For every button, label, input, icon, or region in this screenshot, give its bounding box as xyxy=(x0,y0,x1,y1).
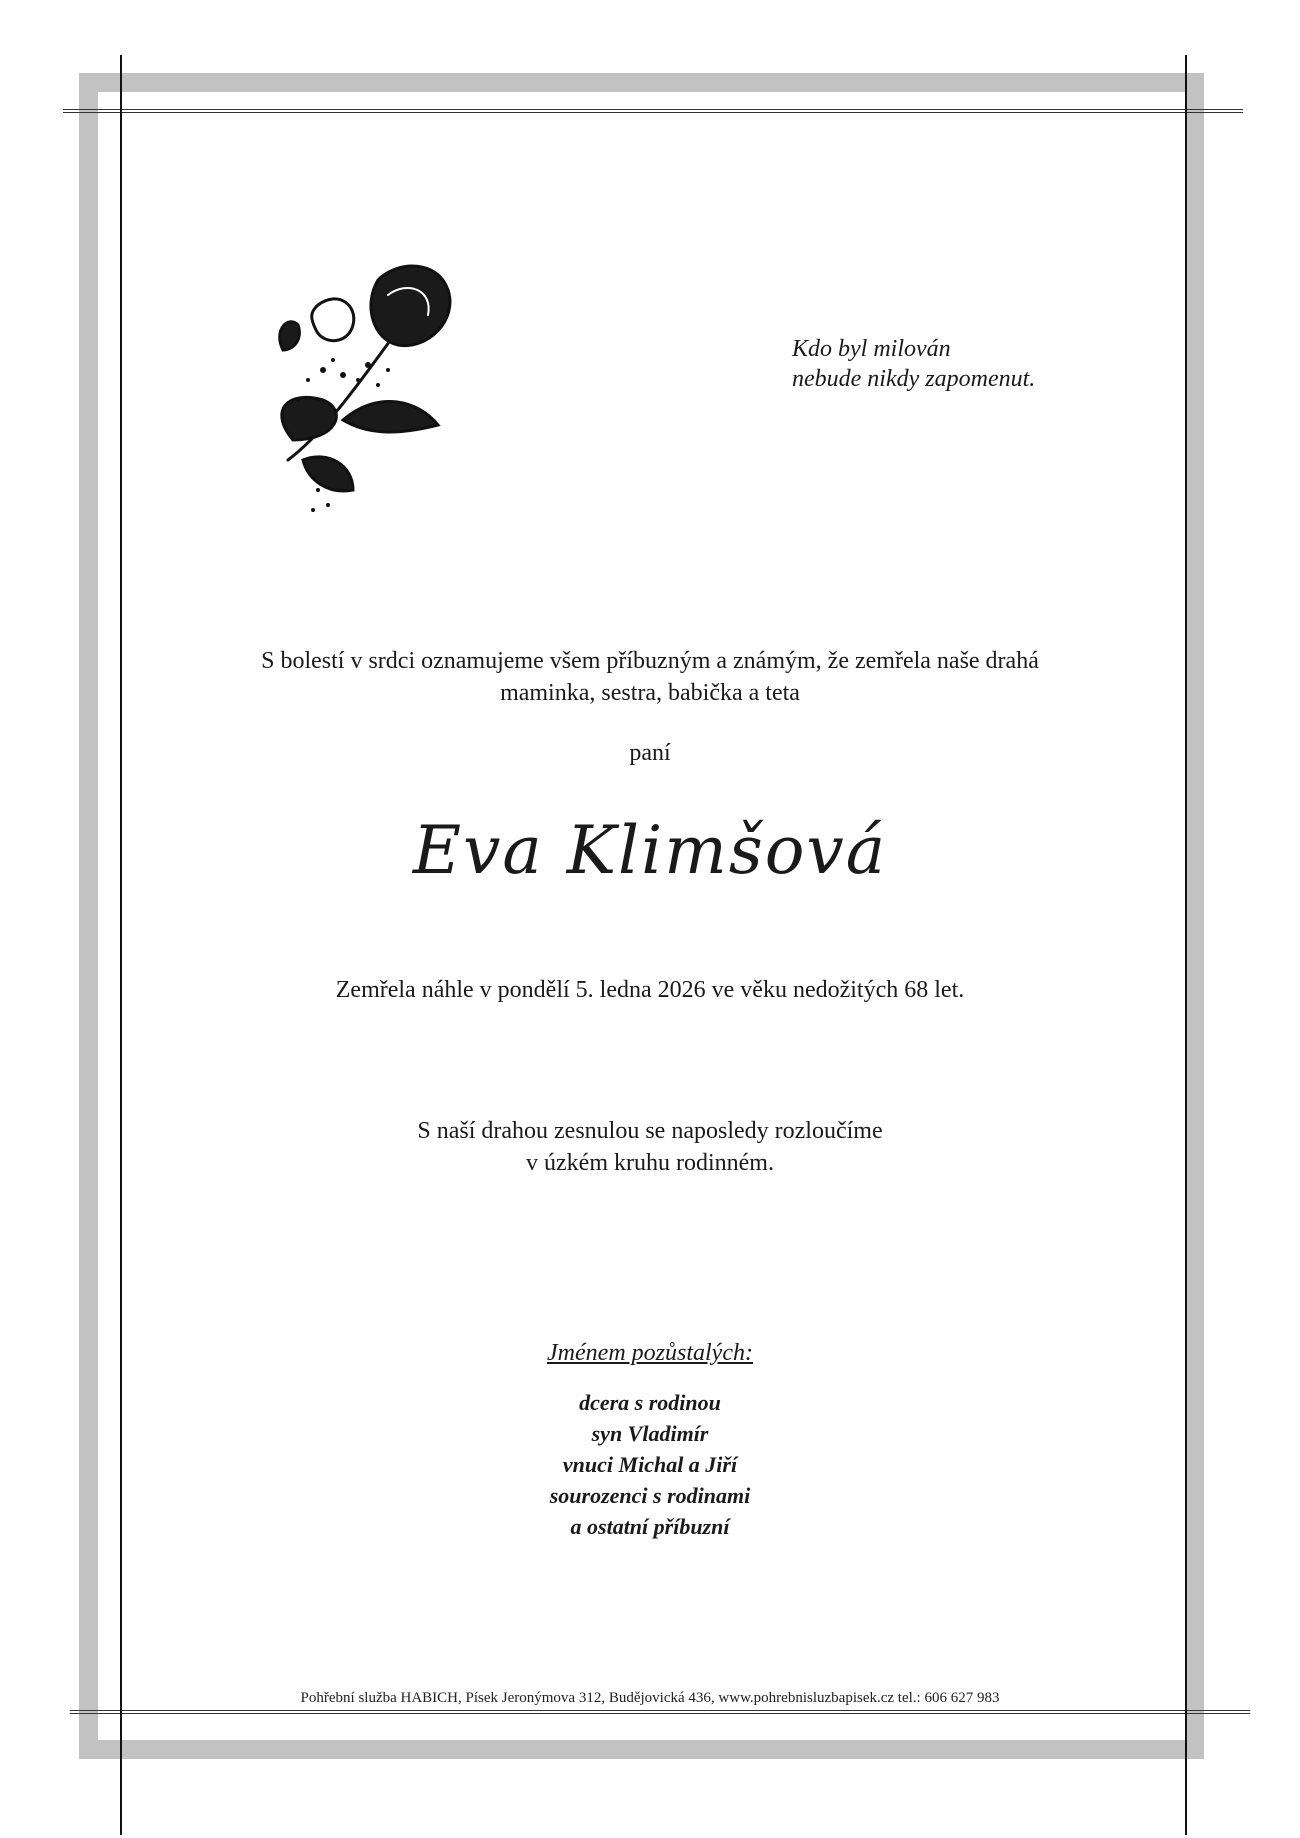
survivor-item: a ostatní příbuzní xyxy=(570,1514,730,1539)
motto-line-2: nebude nikdy zapomenut. xyxy=(792,366,1036,392)
survivor-item: dcera s rodinou xyxy=(579,1390,721,1415)
announcement-line-2: maminka, sestra, babička a teta xyxy=(500,680,800,706)
frame-top-band xyxy=(79,73,1201,92)
farewell-line-2: v úzkém kruhu rodinném. xyxy=(526,1150,774,1176)
motto-line-1: Kdo byl milován xyxy=(792,336,951,362)
announcement xyxy=(200,645,1100,709)
rose-illustration xyxy=(248,250,468,540)
death-notice: Zemřela náhle v pondělí 5. ledna 2026 ve věku nedožitých 68 let. xyxy=(335,977,965,1003)
farewell-line-1: S naší drahou zesnulou se naposledy rozloučíme xyxy=(417,1118,883,1144)
motto xyxy=(792,334,1035,394)
funeral-service-footer: Pohřební služba HABICH, Písek Jeronýmova 312, Budějovická 436, www.pohrebnisluzbapisek.cz tel.: 606 627 983 xyxy=(300,1690,1000,1706)
bottom-rule xyxy=(70,1710,1250,1714)
deceased-name: Eva Klimšová xyxy=(412,812,888,889)
frame-bottom-band xyxy=(93,1740,1204,1759)
survivor-item: sourozenci s rodinami xyxy=(549,1483,751,1508)
survivor-item: vnuci Michal a Jiří xyxy=(562,1452,738,1477)
right-rule xyxy=(1185,55,1187,1835)
announcement-line-1: S bolestí v srdci oznamujeme všem příbuzným a známým, že zemřela naše drahá xyxy=(261,648,1039,674)
survivors-heading: Jménem pozůstalých: xyxy=(547,1340,753,1366)
survivors-list xyxy=(200,1387,1100,1542)
survivor-item: syn Vladimír xyxy=(591,1421,709,1446)
farewell xyxy=(200,1115,1100,1179)
frame-right-band xyxy=(1185,73,1204,1759)
top-rule xyxy=(63,109,1243,113)
honorific: paní xyxy=(629,740,671,766)
left-rule xyxy=(120,55,122,1835)
frame-left-band xyxy=(79,73,98,1759)
